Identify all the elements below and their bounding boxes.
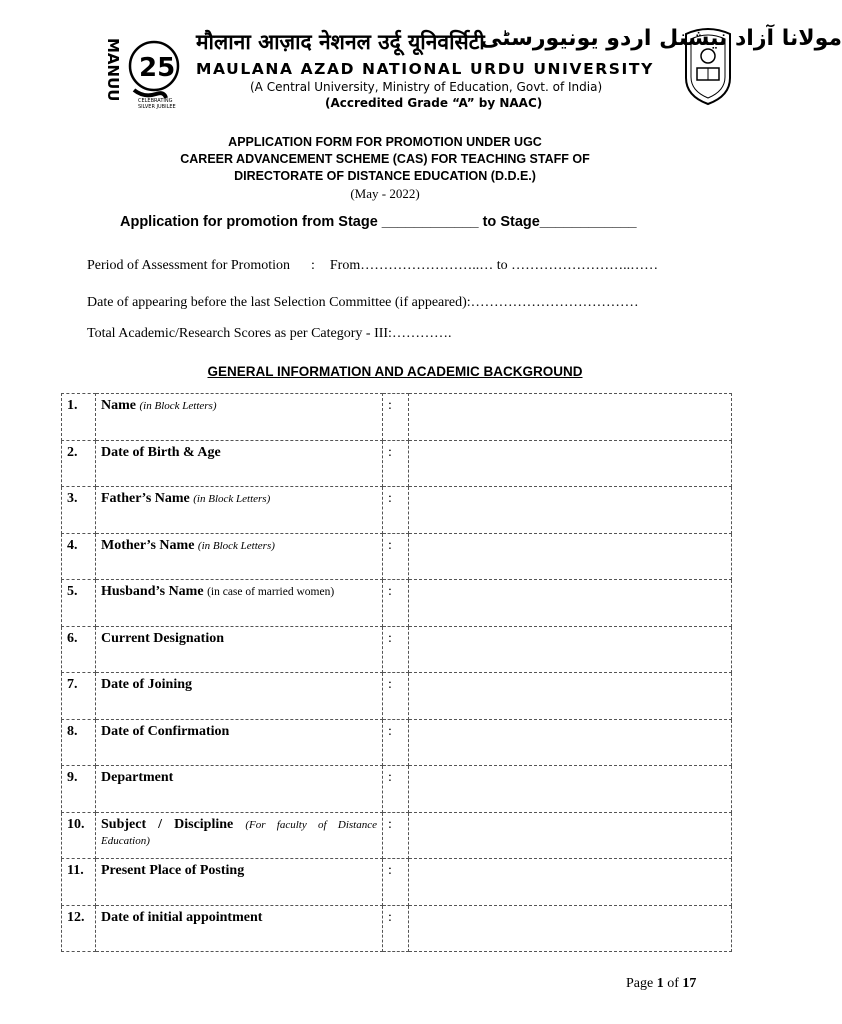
row-colon: :	[383, 859, 409, 906]
row-colon: :	[383, 487, 409, 534]
row-note: (in Block Letters)	[193, 493, 271, 505]
row-label: Father’s Name	[101, 491, 190, 506]
jubilee-calligraphy	[134, 90, 166, 98]
row-label-cell	[96, 812, 383, 859]
total-pages: 17	[682, 976, 697, 991]
emblem-shield	[686, 29, 730, 104]
row-colon: :	[383, 673, 409, 720]
university-emblem-icon	[682, 26, 734, 106]
jubilee-caption-1: CELEBRATING	[138, 98, 173, 104]
current-page: 1	[656, 976, 664, 991]
table-row	[62, 905, 732, 952]
assessment-period-colon: :	[311, 258, 315, 273]
emblem-sun	[701, 49, 715, 63]
table-row	[62, 859, 732, 906]
row-colon: :	[383, 394, 409, 441]
title-date: (May - 2022)	[350, 186, 420, 201]
form-title	[0, 134, 770, 202]
title-line-3: DIRECTORATE OF DISTANCE EDUCATION (D.D.E.)	[234, 169, 536, 183]
row-note: (in case of married women)	[207, 586, 335, 598]
row-colon: :	[383, 626, 409, 673]
selection-committee-line: Date of appearing before the last Selection Committee (if appeared):………………………………	[87, 295, 639, 310]
row-label: Name	[101, 398, 136, 413]
naac-accreditation: (Accredited Grade “A” by NAAC)	[325, 96, 543, 110]
manuu-logo-text: MANUU	[104, 38, 122, 102]
row-number: 1.	[62, 394, 96, 441]
table-row	[62, 487, 732, 534]
fathers-name-value-field[interactable]	[409, 487, 732, 534]
row-number: 8.	[62, 719, 96, 766]
of-word: of	[667, 976, 679, 991]
general-information-table	[61, 393, 732, 952]
assessment-period-value: From……………………..… to ……………………..……	[329, 258, 659, 273]
page-number	[626, 976, 696, 992]
row-number: 11.	[62, 859, 96, 906]
row-label: Date of Joining	[101, 677, 192, 692]
table-row	[62, 626, 732, 673]
row-number: 4.	[62, 533, 96, 580]
row-number: 7.	[62, 673, 96, 720]
row-colon: :	[383, 719, 409, 766]
table-row	[62, 766, 732, 813]
promotion-stage-line: Application for promotion from Stage ____________ to Stage____________	[120, 214, 637, 230]
current-designation-value-field[interactable]	[409, 626, 732, 673]
page-word: Page	[626, 976, 654, 991]
table-row	[62, 812, 732, 859]
row-note: (in Block Letters)	[139, 400, 217, 412]
row-label-cell	[96, 487, 383, 534]
manuu-logo-vertical-text	[104, 38, 122, 101]
row-label-cell	[96, 766, 383, 813]
row-label-cell	[96, 905, 383, 952]
emblem-inner-shield	[691, 35, 725, 98]
row-number: 9.	[62, 766, 96, 813]
university-name-hindi: मौलाना आज़ाद नेशनल उर्दू यूनिवर्सिटी	[196, 30, 485, 54]
row-label: Date of initial appointment	[101, 909, 263, 925]
row-label-cell	[96, 533, 383, 580]
row-number: 3.	[62, 487, 96, 534]
table-row	[62, 440, 732, 487]
table-row	[62, 580, 732, 627]
row-label-cell	[96, 626, 383, 673]
row-label: Mother’s Name	[101, 537, 195, 553]
title-line-2: CAREER ADVANCEMENT SCHEME (CAS) FOR TEACHING STAFF OF	[180, 152, 590, 166]
row-label-cell	[96, 673, 383, 720]
row-note: (For faculty of Distance Education)	[101, 818, 377, 847]
row-label: Date of Birth & Age	[101, 444, 221, 460]
row-number: 12.	[62, 905, 96, 952]
mothers-name-value-field[interactable]	[409, 533, 732, 580]
date-of-joining-value-field[interactable]	[409, 673, 732, 720]
date-of-confirmation-value-field[interactable]	[409, 719, 732, 766]
date-of-initial-appointment-value-field[interactable]	[409, 905, 732, 952]
row-colon: :	[383, 905, 409, 952]
university-header	[90, 22, 842, 114]
row-colon: :	[383, 812, 409, 859]
row-note: (in Block Letters)	[197, 539, 275, 552]
row-number: 5.	[62, 580, 96, 627]
date-of-birth-value-field[interactable]	[409, 440, 732, 487]
title-line-1: APPLICATION FORM FOR PROMOTION UNDER UGC	[228, 135, 542, 149]
table-row	[62, 394, 732, 441]
row-label: Department	[101, 770, 174, 785]
table-row	[62, 719, 732, 766]
row-label-cell	[96, 719, 383, 766]
department-value-field[interactable]	[409, 766, 732, 813]
row-colon: :	[383, 580, 409, 627]
row-colon: :	[383, 440, 409, 487]
row-label-cell	[96, 394, 383, 441]
present-place-of-posting-value-field[interactable]	[409, 859, 732, 906]
table-row	[62, 673, 732, 720]
university-subtitle: (A Central University, Ministry of Education, Govt. of India)	[250, 80, 603, 94]
row-number: 6.	[62, 626, 96, 673]
academic-scores-line: Total Academic/Research Scores as per Category - III:………….	[87, 326, 452, 341]
row-label-cell	[96, 859, 383, 906]
table-row	[62, 533, 732, 580]
subject-discipline-value-field[interactable]	[409, 812, 732, 859]
university-name-english: MAULANA AZAD NATIONAL URDU UNIVERSITY	[196, 60, 654, 78]
row-colon: :	[383, 533, 409, 580]
row-label: Current Designation	[101, 630, 225, 646]
name-value-field[interactable]	[409, 394, 732, 441]
assessment-period-label: Period of Assessment for Promotion	[87, 258, 290, 273]
row-label: Present Place of Posting	[101, 863, 245, 878]
row-number: 10.	[62, 812, 96, 859]
row-label: Date of Confirmation	[101, 723, 230, 739]
row-number: 2.	[62, 440, 96, 487]
university-name-urdu: مولانا آزاد نیشنل اردو یونیورسٹی	[480, 26, 842, 51]
assessment-period-line	[87, 258, 658, 274]
manuu-silver-jubilee-logo	[94, 34, 186, 110]
husbands-name-value-field[interactable]	[409, 580, 732, 627]
row-label: Husband’s Name	[101, 584, 204, 599]
jubilee-number: 25	[139, 53, 176, 83]
row-colon: :	[383, 766, 409, 813]
jubilee-caption-2: SILVER JUBILEE	[138, 104, 176, 110]
row-label-cell	[96, 440, 383, 487]
row-label-cell	[96, 580, 383, 627]
section-title: GENERAL INFORMATION AND ACADEMIC BACKGROUND	[207, 364, 583, 379]
row-label: Subject / Discipline	[101, 816, 234, 832]
